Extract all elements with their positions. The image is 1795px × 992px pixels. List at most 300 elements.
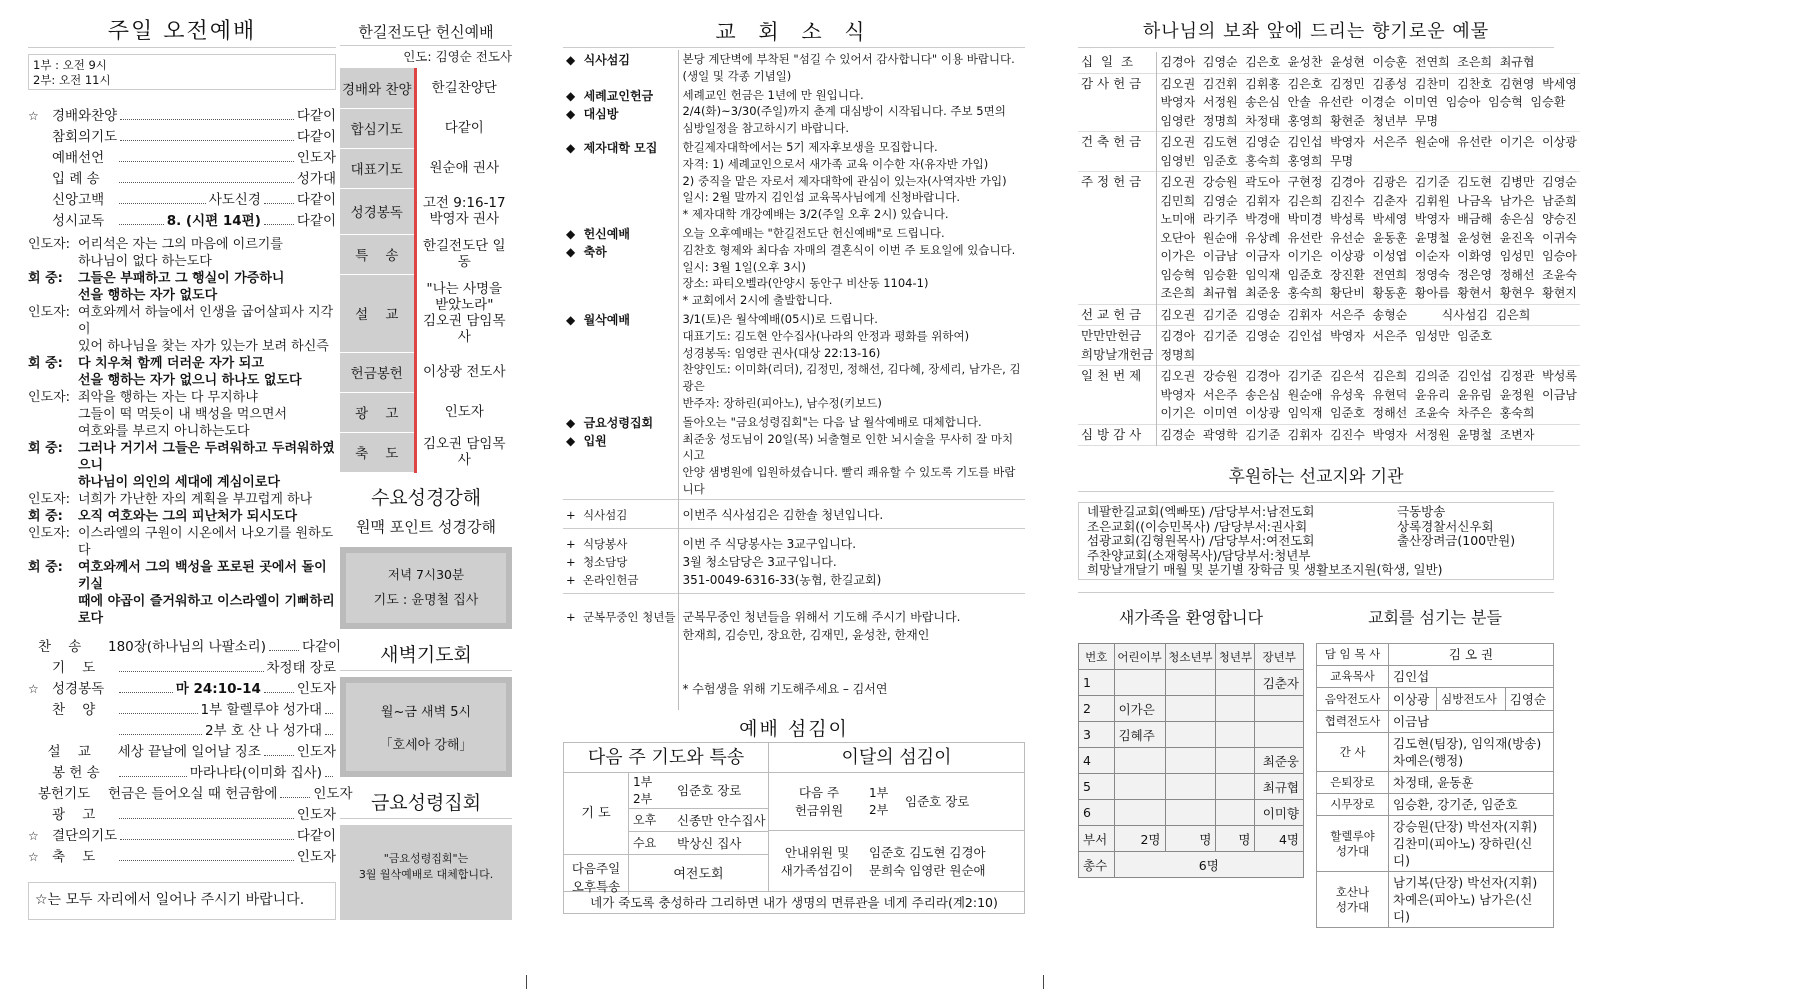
news-key: ◆ 세례교인헌금 ◆ 대심방 xyxy=(563,86,679,138)
newcomers-cell xyxy=(1216,748,1255,774)
offering-names: 김오권 김도현 김영순 김인섭 박영자 서은주 원순애 유선란 이기은 이상광 임영빈 임준호 홍숙희 홍영희 무명 xyxy=(1160,135,1577,168)
offering-type: 선 교 헌 금 xyxy=(1078,304,1157,326)
order-label: 기 도 xyxy=(52,660,96,676)
news-plus-text: 군복무중인 청년들을 위해서 기도해 주시기 바랍니다. 한재희, 김승민, 장요한, 김재민, 윤성찬, 한재인 * 수험생을 위해 기도해주세요 – 김서연 xyxy=(682,609,961,696)
order-dots xyxy=(119,664,264,672)
newcomers-section xyxy=(1078,605,1304,928)
missions-right xyxy=(1397,505,1515,577)
reading-text: 여호와께서 하늘에서 인생을 굽어살피사 지각이 있어 하나님을 찾는 자가 있는가 보려 하신즉 xyxy=(78,305,334,354)
prayer-label: 기 도 xyxy=(564,773,629,855)
reading-text: 다 치우쳐 함께 더러운 자가 되고 선을 행하는 자가 없으니 하나도 없도다 xyxy=(78,356,302,388)
devotion-value: 한길찬양단 xyxy=(415,68,512,108)
newcomers-cell xyxy=(1114,748,1165,774)
worship-box xyxy=(563,742,1025,914)
reading-text: 어리석은 자는 그의 마음에 이르기를 하나님이 없다 하는도다 xyxy=(78,237,283,269)
usher-label: 안내위원 및 새가족섬김이 xyxy=(780,844,854,878)
order-mark: ☆ xyxy=(28,682,39,696)
news-plus-row xyxy=(563,499,1025,528)
offering-type: 감 사 헌 금 xyxy=(1078,73,1157,132)
order-who: 인도자 xyxy=(296,849,336,865)
next-special: 여전도회 xyxy=(673,866,724,882)
staff-role-2: 심방전도사 xyxy=(1437,688,1506,711)
staff-name-2: 김영순 xyxy=(1505,688,1553,711)
newcomers-title: 새가족을 환영합니다 xyxy=(1118,608,1264,627)
devotion-value: 원순애 권사 xyxy=(415,148,512,188)
staff-name: 임승환, 강기준, 임준호 xyxy=(1389,794,1554,816)
news-text: 본당 계단벽에 부착된 "섬길 수 있어서 감사합니다" 이용 바랍니다. (생일 및 각종 기념일) xyxy=(682,52,1015,83)
mission-item: 조은교회((이승민목사) /담당부서:권사회 xyxy=(1087,518,1308,534)
dawn-box xyxy=(340,677,512,777)
order-dots xyxy=(120,133,294,141)
order-label: 성경봉독 xyxy=(52,681,105,697)
order-row xyxy=(28,125,336,146)
staff-table xyxy=(1316,643,1554,928)
reading-line xyxy=(28,270,336,304)
devotion-title: 한길전도단 헌신예배 xyxy=(340,18,512,46)
offering-who: 임준호 장로 xyxy=(905,794,970,810)
newcomers-row xyxy=(1079,774,1304,800)
newcomers-header: 청년부 xyxy=(1216,644,1255,670)
offering-type: 심 방 감 사 xyxy=(1078,424,1157,446)
news-table xyxy=(563,50,1025,710)
newcomers-cell xyxy=(1255,696,1304,722)
newcomers-cell: 1 xyxy=(1079,670,1115,696)
staff-name: 강승원(단장) 박선자(지휘) 김찬미(피아노) 장하린(신디) xyxy=(1389,816,1554,872)
reading-speaker: 인도자: xyxy=(28,390,71,405)
offering-names: 김오권 강승원 곽도아 구현정 김경아 김광은 김기준 김도현 김병만 김영순 김민희 김영순 김휘자 김은희 김진수 김춘자 김휘원 나금옥 남가은 남준희 노미애 라기주 박경애 박미경 박성록 박세영 박영자 배금해 송은심 양승진 오단아 원순애 유상례 유선란 유선순 윤동훈 윤명철 윤성현 윤진옥 이귀숙 이가은 이금남 이금자 이기은 이상광 이성엽 이순자 이화영 임성민 임승아 임승혁 임승환 임익재 임준호 장진환 전연희 정영숙 정은영 정해선 조윤숙 조은희 최규협 최준웅 홍숙희 황단비 황동훈 황아름 황현서 황현우 황현지 xyxy=(1160,175,1577,300)
offering-label: 다음 주 헌금위원 xyxy=(794,785,844,819)
devotion-value: 고전 9:16-17 박영자 권사 xyxy=(415,188,512,234)
order-row xyxy=(28,209,336,230)
mission-item: 주찬양교회(소재형목사)/담당부서:청년부 xyxy=(1087,547,1311,563)
newcomers-row xyxy=(1079,800,1304,826)
order-row xyxy=(28,104,336,125)
staff-name: 이금남 xyxy=(1389,711,1554,733)
news-row xyxy=(563,224,1025,310)
reading-line xyxy=(28,525,336,559)
missions-box xyxy=(1078,502,1554,580)
offering-row xyxy=(769,773,1024,831)
prayer-who: 임준호 장로 xyxy=(677,783,742,799)
offering-names: 김경순 곽영학 김기준 김휘자 김진수 박영자 서정원 윤명철 조변자 xyxy=(1160,427,1535,442)
newcomers-cell: 최준웅 xyxy=(1255,748,1304,774)
news-key: ◆ 월삭예배 xyxy=(563,310,679,413)
reading-line xyxy=(28,355,336,389)
newcomers-cell: 김혜주 xyxy=(1114,722,1165,748)
dawn-title: 새벽기도회 xyxy=(340,639,512,671)
bottom-boxes xyxy=(1078,592,1554,928)
newcomers-cell xyxy=(1114,800,1165,826)
order-who: 인도자 xyxy=(313,786,353,802)
devotion-row xyxy=(340,432,512,472)
order-row xyxy=(28,803,336,824)
order-mark: ☆ xyxy=(28,109,39,123)
reading-text: 오직 여호와는 그의 피난처가 되시도다 xyxy=(78,509,298,524)
order-dots xyxy=(119,196,206,204)
order-bottom xyxy=(28,635,353,866)
offering-row xyxy=(1078,73,1580,132)
reading-line xyxy=(28,440,336,491)
news-plus-key: + 식사섬김 xyxy=(563,499,679,528)
newcomers-cell xyxy=(1216,696,1255,722)
newcomers-cell: 이가은 xyxy=(1114,696,1165,722)
order-label: 결단의기도 xyxy=(52,828,118,844)
order-dots xyxy=(119,769,187,777)
prayer-row xyxy=(629,809,768,832)
order-who: 다같이 xyxy=(296,129,336,145)
responsive-reading xyxy=(28,236,336,627)
newcomers-cell xyxy=(1114,774,1165,800)
order-who: 다같이 xyxy=(296,828,336,844)
devotion-service-panel xyxy=(340,18,512,968)
reading-speaker: 인도자: xyxy=(28,492,71,507)
order-dots xyxy=(119,217,164,225)
staff-name: 김 오 권 xyxy=(1389,644,1554,666)
fold-line-2 xyxy=(1043,975,1044,989)
reading-speaker: 회 중: xyxy=(28,271,63,286)
devotion-row xyxy=(340,274,512,352)
offering-row xyxy=(1078,424,1580,446)
reading-speaker: 인도자: xyxy=(28,305,71,320)
staff-role: 교육목사 xyxy=(1317,666,1389,688)
dept-count: 2명 xyxy=(1114,826,1165,852)
offering-names: 김경아 김영순 김은호 윤성찬 윤성현 이승훈 전연희 조은희 최규협 xyxy=(1160,55,1535,69)
reading-text: 죄악을 행하는 자는 다 무지하냐 그들이 떡 먹듯이 내 백성을 먹으면서 여호와를 부르지 아니하는도다 xyxy=(78,390,288,439)
order-label: 예배선언 xyxy=(52,150,105,166)
dawn-book: 「호세아 강해」 xyxy=(379,737,473,753)
worship-heads xyxy=(564,743,1024,773)
order-row xyxy=(28,188,336,209)
newcomers-table xyxy=(1078,643,1304,878)
church-news-panel xyxy=(563,18,1025,963)
staff-role: 음악전도사 xyxy=(1317,688,1389,711)
offering-row xyxy=(1078,52,1580,73)
devotion-key: 축 도 xyxy=(340,432,415,472)
newcomers-total-row xyxy=(1079,852,1304,878)
reading-line xyxy=(28,389,336,440)
reading-speaker: 회 중: xyxy=(28,441,63,456)
time-1: 1부 : 오전 9시 xyxy=(33,58,107,72)
newcomers-cell: 4 xyxy=(1079,748,1115,774)
order-dots xyxy=(120,832,294,840)
newcomers-cell: 2 xyxy=(1079,696,1115,722)
reading-text: 여호와께서 그의 백성을 포로된 곳에서 돌이키실 때에 야곱이 즐거워하고 이스라엘이 기뻐하리로다 xyxy=(78,560,335,626)
dept-label: 부서 xyxy=(1079,826,1115,852)
order-label: 축 도 xyxy=(52,849,96,865)
order-dots-2 xyxy=(325,727,333,735)
reading-line xyxy=(28,304,336,355)
order-who: 인도자 xyxy=(296,807,336,823)
mission-item: 섬광교회(김형원목사) /담당부서:여전도회 xyxy=(1087,533,1315,548)
reading-text: 너희가 가난한 자의 계획을 부끄럽게 하나 xyxy=(78,492,313,507)
mission-item: 희망날개달기 매월 및 분기별 장학금 및 생활보조지원(학생, 일반) xyxy=(1087,562,1443,577)
staff-row xyxy=(1317,733,1554,772)
fold-line-1 xyxy=(526,975,527,989)
usher-row xyxy=(769,831,1024,891)
news-row xyxy=(563,50,1025,86)
order-row xyxy=(28,677,336,698)
order-label: 찬 양 xyxy=(52,702,96,718)
offering-type: 십 일 조 xyxy=(1078,52,1157,73)
time-2: 2부: 오전 11시 xyxy=(33,73,111,87)
staff-row xyxy=(1317,772,1554,794)
wed-box xyxy=(340,547,512,629)
newcomers-cell xyxy=(1114,670,1165,696)
order-who: 인도자 xyxy=(296,681,336,697)
news-text: 3/1(토)은 월삭예배(05시)로 드립니다. 대표기도: 김도현 안수집사(나라의 안정과 평화를 위하여) 성경봉독: 임영란 권사(대상 22:13-16) 찬양인도: 이미화(리더), 김정민, 정해선, 김다혜, 장세리, 남가은, 김광은 반주자: 장하린(피아노), 남수정(키보드) xyxy=(682,311,1021,410)
reading-speaker: 회 중: xyxy=(28,509,63,524)
dept-count: 4명 xyxy=(1255,826,1304,852)
order-row xyxy=(28,698,336,719)
reading-line xyxy=(28,508,336,525)
order-who: 성가대 xyxy=(296,171,336,187)
news-row xyxy=(563,413,1025,499)
news-plus-key: + 식당봉사 + 청소담당 + 온라인헌금 xyxy=(563,528,679,593)
mission-org: 극동방송 xyxy=(1397,504,1446,519)
newcomers-cell xyxy=(1255,722,1304,748)
order-label: 입 례 송 xyxy=(52,171,100,187)
verse: 네가 죽도록 충성하라 그리하면 내가 생명의 면류관을 네게 주리라(계2:10) xyxy=(564,891,1024,913)
order-detail: 1부 할렐루야 성가대 xyxy=(200,702,322,718)
devotion-key: 특 송 xyxy=(340,234,415,274)
staff-role: 협력전도사 xyxy=(1317,711,1389,733)
wed-prayer: 기도 : 윤명철 집사 xyxy=(373,592,479,608)
order-dots-2 xyxy=(264,748,294,756)
prayer-row xyxy=(629,832,768,855)
usher-who: 임준호 김도현 김경아 문희숙 임영란 원순애 xyxy=(869,844,986,878)
news-text: 한길제자대학에서는 5기 제자후보생을 모집합니다. 자격: 1) 세례교인으로서 새가족 교육 이수한 자(유자반 가입) 2) 중직을 맡은 자로서 제자대학에 관심이 있는자(사역자반 가입) 일시: 2월 말까지 김인섭 교육목사님에게 신청바랍니다. * 제자대학 개강예배는 3/2(주일 오후 2시) 있습니다. xyxy=(682,139,1007,222)
sunday-service-title: 주일 오전예배 xyxy=(28,18,336,48)
prayer-part: 수요 xyxy=(633,836,657,851)
order-label: 설 교 xyxy=(47,744,91,760)
order-row xyxy=(28,761,336,782)
offering-type: 일 천 번 제 xyxy=(1078,366,1157,425)
order-dots xyxy=(119,727,202,735)
staff-name: 김인섭 xyxy=(1389,666,1554,688)
newcomers-cell xyxy=(1216,800,1255,826)
devotion-value: 인도자 xyxy=(415,392,512,432)
order-label: 찬 송 xyxy=(38,639,82,655)
service-times xyxy=(28,54,336,90)
reading-speaker: 인도자: xyxy=(28,526,71,541)
order-dots xyxy=(119,154,294,162)
worship-title: 예배 섬김이 xyxy=(739,717,849,740)
order-who: 다같이 xyxy=(301,639,342,655)
prayer-list xyxy=(629,773,768,891)
devotion-order-table xyxy=(340,68,512,473)
order-label: 참회의기도 xyxy=(52,129,118,145)
order-detail: 마 24:10-14 xyxy=(175,681,261,697)
newcomers-cell: 5 xyxy=(1079,774,1115,800)
offerings-title: 하나님의 보좌 앞에 드리는 향기로운 예물 xyxy=(1078,18,1554,48)
devotion-key: 합심기도 xyxy=(340,108,415,148)
order-label: 봉 헌 송 xyxy=(52,765,100,781)
newcomers-row xyxy=(1079,670,1304,696)
newcomers-header: 어린이부 xyxy=(1114,644,1165,670)
newcomers-cell: 김춘자 xyxy=(1255,670,1304,696)
order-detail: 사도신경 xyxy=(208,192,261,208)
news-key: ◆ 금요성령집회 ◆ 입원 xyxy=(563,413,679,499)
order-dots xyxy=(119,175,294,183)
devotion-key: 광 고 xyxy=(340,392,415,432)
reading-speaker: 회 중: xyxy=(28,560,63,575)
dept-count: 명 xyxy=(1165,826,1216,852)
mission-org: 상록경찰서신우회 xyxy=(1397,518,1494,534)
order-detail: 헌금은 들어오실 때 헌금함에 xyxy=(108,786,278,802)
newcomers-header: 청소년부 xyxy=(1165,644,1216,670)
staff-name: 남기복(단장) 박선자(지휘) 차예은(피아노) 남가은(신디) xyxy=(1389,872,1554,928)
mission-item: 네팔한길교회(엑빠또) /담당부서:남전도회 xyxy=(1087,504,1315,519)
offering-row xyxy=(1078,326,1580,366)
order-dots-2 xyxy=(325,706,333,714)
news-key: ◆ 식사섬김 xyxy=(563,50,679,86)
order-who: 다같이 xyxy=(296,192,336,208)
staff-row xyxy=(1317,666,1554,688)
order-label: 성시교독 xyxy=(52,213,105,229)
staff-row xyxy=(1317,711,1554,733)
news-row xyxy=(563,310,1025,413)
total-label: 총수 xyxy=(1079,852,1115,878)
news-plus-text: 이번 주 식당봉사는 3교구입니다. 3월 청소담당은 3교구입니다. 351-0049-6316-33(농협, 한길교회) xyxy=(682,536,882,587)
standing-note: ☆는 모두 자리에서 일어나 주시기 바랍니다. xyxy=(28,882,336,920)
devotion-key: 설 교 xyxy=(340,274,415,352)
wed-subtitle: 원맥 포인트 성경강해 xyxy=(356,517,496,536)
newcomers-cell: 3 xyxy=(1079,722,1115,748)
order-top xyxy=(28,104,336,230)
reading-line xyxy=(28,559,336,627)
newcomers-header: 장년부 xyxy=(1255,644,1304,670)
prayer-block xyxy=(564,773,769,894)
order-dots-2 xyxy=(264,217,294,225)
newcomers-cell xyxy=(1165,774,1216,800)
order-label: 봉헌기도 xyxy=(38,786,91,802)
offering-names: 김오권 김건휘 김휘홍 김은호 김정민 김종성 김찬미 김찬호 김현영 박세영 박영자 서정원 송은심 안솔 유선란 이경순 이미연 임승아 임승혁 임승환 임영란 정명희 차정태 홍영희 황현준 청년부 무명 xyxy=(1160,76,1577,128)
news-plus-key: + 군복무중인 청년들 xyxy=(563,593,679,710)
devotion-row xyxy=(340,108,512,148)
dawn-time: 월~금 새벽 5시 xyxy=(380,704,472,720)
offering-names: 김오권 김기준 김영순 김휘자 서은주 송형순 식사섬김 김은희 xyxy=(1160,307,1531,322)
newcomers-cell xyxy=(1165,696,1216,722)
prayer-who: 신종만 안수집사 xyxy=(677,812,766,828)
newcomers-cell xyxy=(1165,748,1216,774)
devotion-value: 이상광 전도사 xyxy=(415,352,512,392)
order-row xyxy=(28,656,336,677)
devotion-leader: 인도: 김영순 전도사 xyxy=(403,49,512,64)
order-label: 광 고 xyxy=(52,807,96,823)
staff-role: 할렐루야 성가대 xyxy=(1317,816,1389,872)
order-detail: 180장(하나님의 나팔소리) xyxy=(108,639,266,655)
news-key: ◆ 제자대학 모집 xyxy=(563,138,679,224)
order-detail: 마라나타(이미화 집사) xyxy=(189,765,322,781)
friday-box xyxy=(340,825,512,920)
prayer-part: 오후 xyxy=(633,813,657,828)
order-dots xyxy=(119,853,294,861)
order-label: 신앙고백 xyxy=(52,192,105,208)
offerings-panel xyxy=(1078,18,1577,968)
wed-time: 저녁 7시30분 xyxy=(387,566,465,582)
newcomers-row xyxy=(1079,722,1304,748)
newcomers-cell xyxy=(1216,774,1255,800)
news-title: 교 회 소 식 xyxy=(563,18,1025,48)
staff-row xyxy=(1317,794,1554,816)
order-row xyxy=(28,167,336,188)
reading-line xyxy=(28,491,336,508)
news-plus-row xyxy=(563,528,1025,593)
news-plus-row xyxy=(563,593,1025,710)
order-mark: ☆ xyxy=(28,850,39,864)
newcomers-cell xyxy=(1165,670,1216,696)
staff-role: 담 임 목 사 xyxy=(1317,644,1389,666)
worship-h1: 다음 주 기도와 특송 xyxy=(564,743,769,772)
devotion-row xyxy=(340,188,512,234)
total-count: 6명 xyxy=(1114,852,1303,878)
newcomers-cell xyxy=(1216,722,1255,748)
order-dots xyxy=(119,685,173,693)
newcomers-cell: 6 xyxy=(1079,800,1115,826)
newcomers-cell xyxy=(1165,722,1216,748)
newcomers-row xyxy=(1079,696,1304,722)
devotion-row xyxy=(340,148,512,188)
news-plus-text: 이번주 식사섬김은 김한솔 청년입니다. xyxy=(682,507,884,522)
news-text: 세례교인 헌금은 1년에 만 원입니다. 2/4(화)~3/30(주일)까지 춘계 대심방이 시작됩니다. 주보 5면의 심방일정을 참고하시기 바랍니다. xyxy=(682,87,1006,136)
devotion-row xyxy=(340,352,512,392)
order-row xyxy=(28,740,336,761)
month-servers xyxy=(769,773,1024,891)
devotion-row xyxy=(340,234,512,274)
order-dots xyxy=(119,706,198,714)
staff-role: 시무장로 xyxy=(1317,794,1389,816)
staff-name: 김도현(팀장), 임익재(방송) 차예은(행정) xyxy=(1389,733,1554,772)
devotion-value: "나는 사명을 받았노라" 김오권 담임목사 xyxy=(415,274,512,352)
offerings-table xyxy=(1078,52,1580,446)
news-text: 돌아오는 "금요성령집회"는 다음 날 월삭예배로 대체합니다. 최준웅 성도님이 20일(목) 뇌출혈로 인한 뇌시술을 무사히 잘 마치시고 안양 샘병원에 입원하셨습니다. 빨리 쾌유할 수 있도록 기도를 바랍니다 xyxy=(682,414,1016,496)
order-who: 인도자 xyxy=(296,150,336,166)
news-row xyxy=(563,86,1025,138)
devotion-value: 다같이 xyxy=(415,108,512,148)
staff-role: 간 사 xyxy=(1317,733,1389,772)
order-dots-2 xyxy=(280,790,310,798)
devotion-key: 헌금봉헌 xyxy=(340,352,415,392)
newcomers-row xyxy=(1079,748,1304,774)
news-row xyxy=(563,138,1025,224)
offering-row xyxy=(1078,366,1580,425)
order-who: 다같이 xyxy=(296,213,336,229)
order-row xyxy=(28,824,336,845)
reading-speaker: 회 중: xyxy=(28,356,63,371)
staff-name: 이상광 xyxy=(1389,688,1437,711)
prayer-who: 박상신 집사 xyxy=(677,835,742,851)
order-dots-2 xyxy=(325,769,333,777)
order-who: 차정태 장로 xyxy=(266,660,336,676)
prayer-part: 1부 2부 xyxy=(633,775,653,807)
order-who: 인도자 xyxy=(296,744,336,760)
wed-title: 수요성경강해 xyxy=(370,486,482,509)
order-who: 다같이 xyxy=(296,108,336,124)
newcomers-header: 번호 xyxy=(1079,644,1115,670)
staff-section xyxy=(1316,605,1554,928)
news-text: 오늘 오후예배는 "한길전도단 헌신예배"로 드립니다. 김찬호 형제와 최다솜 자매의 결혼식이 이번 주 토요일에 있습니다. 일시: 3월 1일(오후 3시) 장소: 파티오벨라(안양시 동안구 비산동 1104-1) * 교회에서 2시에 출발합니다. xyxy=(682,225,1016,308)
staff-title: 교회를 섬기는 분들 xyxy=(1368,608,1502,627)
dept-count: 명 xyxy=(1216,826,1255,852)
friday-title: 금요성령집회 xyxy=(340,787,512,819)
order-detail: 2부 호 산 나 성가대 xyxy=(204,723,322,739)
order-dots-2 xyxy=(264,196,294,204)
devotion-row xyxy=(340,392,512,432)
order-row xyxy=(28,146,336,167)
reading-speaker: 인도자: xyxy=(28,237,71,252)
order-detail: 8. (시편 14편) xyxy=(166,213,261,229)
newcomers-head xyxy=(1079,644,1304,670)
